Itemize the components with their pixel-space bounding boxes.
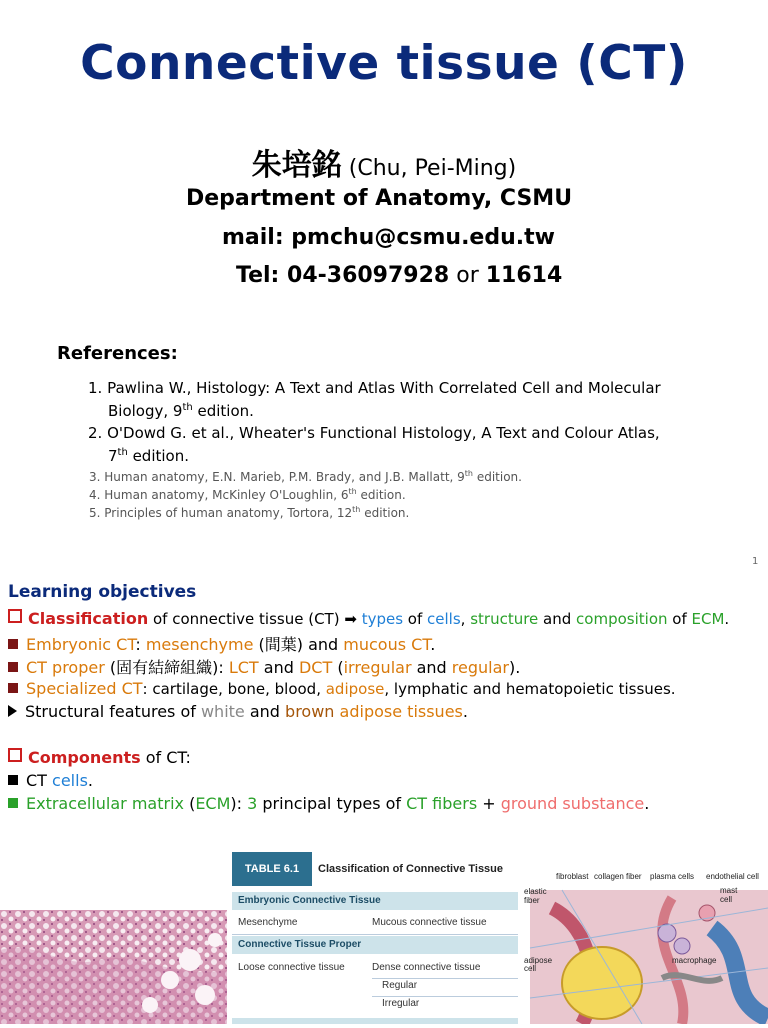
ref-sup: th	[117, 447, 128, 458]
label-plasma-cells: plasma cells	[650, 872, 695, 881]
table-cell: Mucous connective tissue	[372, 917, 487, 928]
objective-specialized	[8, 679, 676, 698]
ref-tail: edition.	[356, 488, 406, 502]
square-bullet-icon	[8, 798, 18, 808]
square-bullet-icon	[8, 662, 18, 672]
text: and	[258, 658, 299, 677]
term: DCT	[298, 658, 333, 677]
text: (	[183, 794, 196, 813]
ref-tail: edition.	[127, 447, 189, 465]
ref-sup: th	[182, 402, 193, 413]
term: regular	[451, 658, 509, 677]
text: : cartilage, bone, blood,	[142, 680, 326, 698]
ref-text: Human anatomy, McKinley O'Loughlin, 6	[104, 488, 349, 502]
table-divider	[372, 996, 518, 997]
telephone	[236, 263, 562, 288]
components-heading	[8, 748, 191, 767]
title-ct: CT	[598, 36, 666, 91]
ref-text-cont: 7	[108, 447, 118, 465]
slide-title	[0, 36, 768, 91]
ref-text: Pawlina W., Histology: A Text and Atlas With Correlated Cell and Molecular	[107, 379, 661, 397]
term: types	[361, 610, 404, 628]
ref-sup: th	[352, 505, 361, 514]
text: of CT:	[140, 748, 191, 767]
table-divider	[372, 978, 518, 979]
ref-num: 4.	[89, 488, 101, 502]
text: and	[244, 702, 286, 721]
term: adipose	[325, 680, 385, 698]
text: CT	[26, 771, 53, 790]
text: (	[332, 658, 344, 677]
text: of	[667, 610, 692, 628]
reference-5	[89, 501, 409, 522]
term: mesenchyme	[145, 635, 254, 654]
text: and	[538, 610, 577, 628]
table-cell: Mesenchyme	[238, 917, 298, 928]
ref-num: 3.	[89, 470, 101, 484]
tel-phone: 04-36097928	[287, 263, 450, 288]
table-section-heading: Embryonic Connective Tissue	[232, 892, 518, 910]
label-collagen-fiber: collagen fiber	[594, 872, 642, 881]
label-endothelial-cell: endothelial cell	[706, 872, 759, 881]
table-cell: Dense connective tissue	[372, 962, 481, 973]
tel-label: Tel:	[236, 263, 288, 288]
term: Classification	[28, 609, 149, 628]
text: ).	[509, 658, 521, 677]
term: structure	[470, 610, 539, 628]
text: .	[644, 794, 650, 813]
text: :	[135, 635, 146, 654]
table-cell: Irregular	[382, 998, 420, 1009]
objective-embryonic	[8, 632, 435, 655]
histology-micrograph	[0, 910, 227, 1024]
components-ecm	[8, 794, 649, 813]
reference-1	[88, 378, 748, 421]
ref-tail: edition.	[360, 506, 410, 520]
term: Components	[28, 748, 141, 767]
title-close: )	[665, 36, 688, 91]
term: ECM	[195, 794, 231, 813]
components-cells	[8, 771, 93, 790]
label-cell: cell	[720, 895, 733, 904]
term: cells	[52, 771, 88, 790]
table-tag: TABLE 6.1	[232, 852, 312, 886]
hollow-square-bullet-icon	[8, 609, 22, 623]
text: , lymphatic and hematopoietic tissues.	[384, 680, 676, 698]
text: .	[462, 702, 468, 721]
label-adipose-cell: cell	[524, 964, 537, 973]
term: 3	[247, 794, 258, 813]
title-text: Connective tissue (	[80, 36, 599, 91]
text: principal types of	[257, 794, 407, 813]
term: ground substance	[500, 794, 645, 813]
label-adipose: adipose	[524, 956, 553, 965]
term: adipose tissues	[339, 702, 463, 721]
ref-text: Principles of human anatomy, Tortora, 12	[104, 506, 353, 520]
ref-tail: edition.	[473, 470, 522, 484]
label-fibroblast: fibroblast	[556, 872, 589, 881]
references-heading: References:	[57, 343, 178, 364]
learning-objectives-heading: Learning objectives	[8, 582, 197, 602]
term: irregular	[343, 658, 412, 677]
term: white	[200, 702, 245, 721]
table-section-heading-partial	[232, 1018, 518, 1024]
term: mucous CT	[343, 635, 431, 654]
text: and	[411, 658, 452, 677]
term: Specialized CT	[26, 679, 143, 698]
label-macrophage: macrophage	[672, 956, 717, 965]
label-mast: mast	[720, 886, 738, 895]
text: Structural features of	[25, 702, 201, 721]
objective-adipose	[8, 702, 468, 721]
table-divider	[232, 934, 518, 935]
table-section-heading: Connective Tissue Proper	[232, 936, 518, 954]
hollow-square-bullet-icon	[8, 748, 22, 762]
ref-num: 1.	[88, 379, 103, 397]
page-number: 1	[752, 556, 759, 567]
table-title: Classification of Connective Tissue	[318, 863, 504, 875]
ref-text-cont: Biology, 9	[108, 402, 183, 420]
department: Department of Anatomy, CSMU	[186, 186, 573, 211]
ref-num: 2.	[88, 424, 103, 442]
label-elastic: elastic	[524, 887, 547, 896]
text: .	[724, 610, 730, 628]
connective-tissue-illustration	[522, 868, 768, 1024]
text: +	[477, 794, 501, 813]
objective-ct-proper	[8, 655, 520, 678]
term: Embryonic CT	[26, 635, 136, 654]
term: Extracellular matrix	[26, 794, 184, 813]
table-cell: Regular	[382, 980, 418, 991]
text: (間葉) and	[253, 635, 344, 654]
ref-sup: th	[464, 469, 474, 478]
classification-table	[232, 852, 518, 1024]
table-cell: Loose connective tissue	[238, 962, 345, 973]
email: mail: pmchu@csmu.edu.tw	[222, 225, 555, 250]
ref-text: O'Dowd G. et al., Wheater's Functional Histology, A Text and Colour Atlas,	[107, 424, 660, 442]
term: CT fibers	[406, 794, 478, 813]
term: ECM	[691, 610, 725, 628]
text: ):	[230, 794, 248, 813]
text: ,	[460, 610, 471, 628]
reference-2	[88, 423, 748, 466]
author-chinese-name: 朱培銘	[251, 148, 342, 183]
objective-classification	[8, 609, 729, 628]
term: composition	[576, 610, 668, 628]
author-english-name: (Chu, Pei-Ming)	[348, 156, 517, 181]
term: CT proper	[26, 658, 105, 677]
tel-ext: 11614	[485, 263, 563, 288]
text: .	[430, 635, 436, 654]
text: (固有結締組織):	[104, 658, 229, 677]
author-line	[0, 140, 768, 184]
table-header	[232, 852, 518, 886]
ref-num: 5.	[89, 506, 101, 520]
ref-tail: edition.	[192, 402, 254, 420]
term: LCT	[228, 658, 259, 677]
ref-text: Human anatomy, E.N. Marieb, P.M. Brady, and J.B. Mallatt, 9	[104, 470, 465, 484]
text: .	[87, 771, 93, 790]
ref-sup: th	[348, 487, 357, 496]
term: brown	[285, 702, 335, 721]
square-bullet-icon	[8, 683, 18, 693]
square-bullet-icon	[8, 639, 18, 649]
label-fiber: fiber	[524, 896, 540, 905]
micrograph-image	[0, 910, 227, 1024]
square-bullet-icon	[8, 775, 18, 785]
right-arrow-icon: ➡	[344, 610, 362, 628]
tel-or: or	[449, 263, 486, 288]
text: of	[403, 610, 428, 628]
text: of connective tissue (CT)	[148, 610, 345, 628]
term: cells	[427, 610, 461, 628]
arrowhead-bullet-icon	[8, 705, 17, 717]
